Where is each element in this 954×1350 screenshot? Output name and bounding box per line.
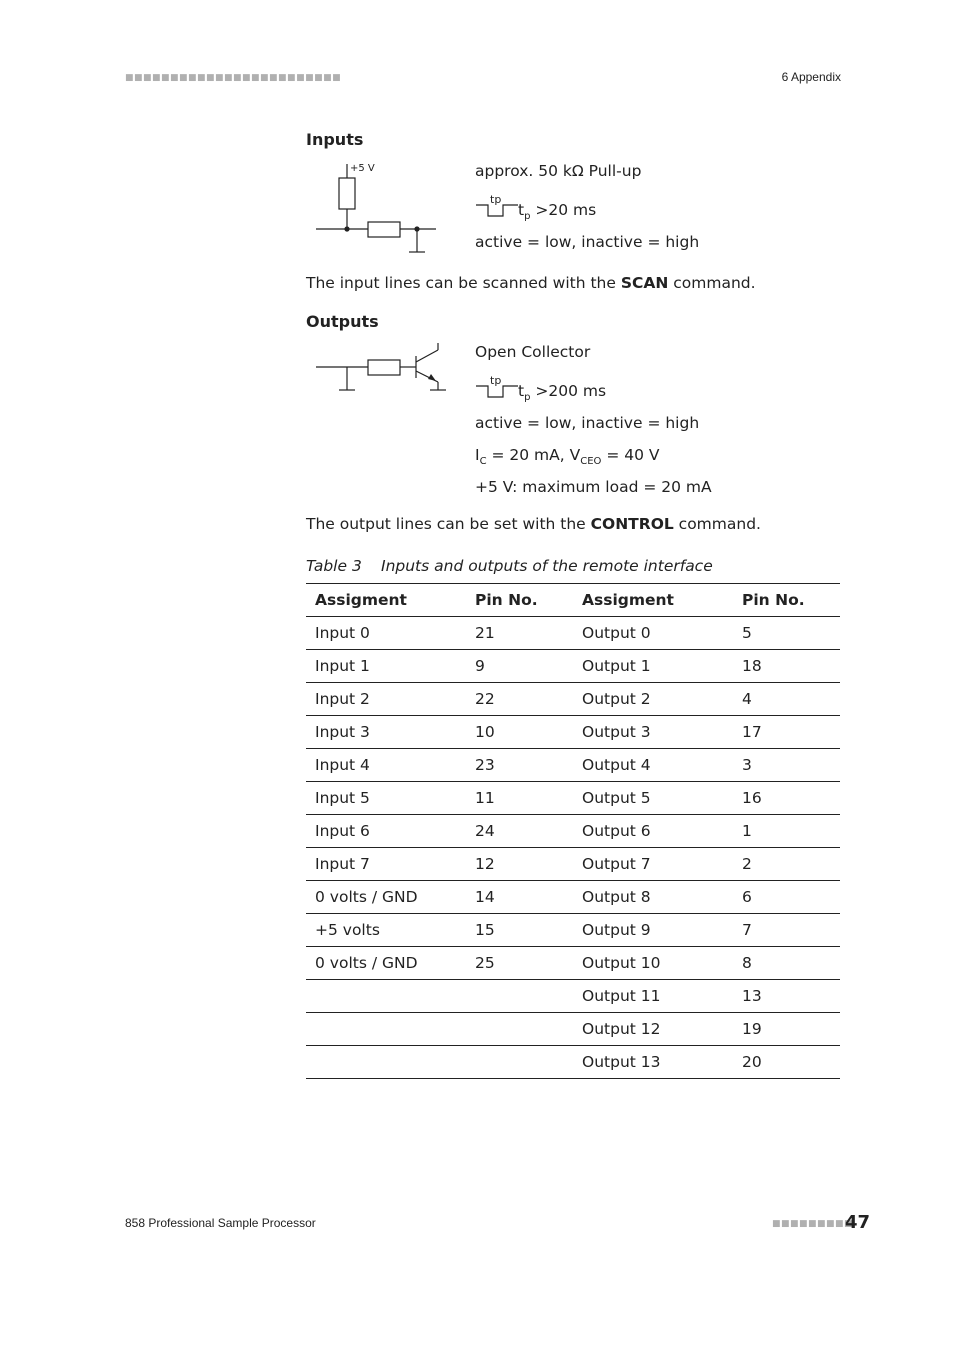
table-cell: Input 1 (306, 650, 466, 683)
table-cell: Output 11 (573, 980, 733, 1013)
table-cell: 3 (733, 749, 840, 782)
footer-decoration: ■■■■■■■■■ (772, 1219, 854, 1229)
table-cell: 12 (466, 848, 573, 881)
table-cell (466, 1046, 573, 1079)
table-cell: 21 (466, 617, 573, 650)
section-title: 6 Appendix (781, 70, 841, 84)
table-cell: 17 (733, 716, 840, 749)
table-cell: +5 volts (306, 914, 466, 947)
table-cell: 20 (733, 1046, 840, 1079)
column-header: Assigment (573, 584, 733, 617)
pulse-icon (475, 193, 520, 221)
table-row (306, 617, 840, 650)
table-row (306, 782, 840, 815)
table-caption: Table 3 Inputs and outputs of the remote interface (306, 557, 713, 575)
footer-product: 858 Professional Sample Processor (125, 1216, 316, 1230)
input-circuit-diagram (310, 158, 450, 258)
pulse-tp-label: tp (490, 374, 502, 387)
table-cell: 22 (466, 683, 573, 716)
table-row (306, 1046, 840, 1079)
output-spec-active: active = low, inactive = high (475, 414, 700, 432)
column-header: Assigment (306, 584, 466, 617)
table-cell: 5 (733, 617, 840, 650)
output-spec-current: $I_C = 20$ mA, $V_{CEO} = 40$ V (475, 446, 660, 468)
table-cell: 24 (466, 815, 573, 848)
table-cell: Output 3 (573, 716, 733, 749)
table-cell: 15 (466, 914, 573, 947)
table-cell: Input 3 (306, 716, 466, 749)
table-row (306, 749, 840, 782)
table-cell: 19 (733, 1013, 840, 1046)
table-cell: 23 (466, 749, 573, 782)
table-header-row (306, 584, 840, 617)
table-cell: Output 2 (573, 683, 733, 716)
header-decoration: ■■■■■■■■■■■■■■■■■■■■■■■■ (125, 73, 342, 83)
output-spec-load: +5 V: maximum load = 20 mA (475, 478, 712, 496)
table-cell: 9 (466, 650, 573, 683)
table-cell: 13 (733, 980, 840, 1013)
table-row (306, 980, 840, 1013)
table-cell: 6 (733, 881, 840, 914)
table-cell: 25 (466, 947, 573, 980)
column-header: Pin No. (733, 584, 840, 617)
table-cell: 14 (466, 881, 573, 914)
input-spec-active: active = low, inactive = high (475, 233, 700, 251)
table-cell: Input 2 (306, 683, 466, 716)
output-note: The output lines can be set with the CONTROL command. (306, 515, 761, 533)
table-cell: Output 12 (573, 1013, 733, 1046)
table-cell (306, 980, 466, 1013)
table-cell: Output 13 (573, 1046, 733, 1079)
table-cell: 0 volts / GND (306, 947, 466, 980)
pulse-icon (475, 374, 520, 402)
pulse-tp-label: tp (490, 193, 502, 206)
table-row (306, 815, 840, 848)
table-cell: 8 (733, 947, 840, 980)
table-cell: 0 volts / GND (306, 881, 466, 914)
table-cell: 11 (466, 782, 573, 815)
output-spec-collector: Open Collector (475, 343, 591, 361)
column-header: Pin No. (466, 584, 573, 617)
table-cell (466, 980, 573, 1013)
table-cell: 10 (466, 716, 573, 749)
table-row (306, 881, 840, 914)
table-cell: 1 (733, 815, 840, 848)
table-cell (306, 1013, 466, 1046)
table-cell: Input 0 (306, 617, 466, 650)
table-row (306, 683, 840, 716)
table-cell: Output 8 (573, 881, 733, 914)
table-cell: Output 4 (573, 749, 733, 782)
input-spec-pullup: approx. 50 kΩ Pull-up (475, 162, 642, 180)
table-cell: Output 5 (573, 782, 733, 815)
table-cell: Input 5 (306, 782, 466, 815)
table-cell: 4 (733, 683, 840, 716)
table-cell: Output 9 (573, 914, 733, 947)
table-row (306, 1013, 840, 1046)
output-circuit-diagram (310, 340, 450, 395)
table-cell (306, 1046, 466, 1079)
input-note: The input lines can be scanned with the SCAN command. (306, 274, 756, 292)
page-number: 47 (845, 1212, 871, 1233)
table-cell (466, 1013, 573, 1046)
table-cell: 16 (733, 782, 840, 815)
table-cell: 18 (733, 650, 840, 683)
table-row (306, 947, 840, 980)
table-cell: Input 4 (306, 749, 466, 782)
table-cell: Input 7 (306, 848, 466, 881)
voltage-label: +5 V (350, 163, 375, 174)
table-cell: Output 1 (573, 650, 733, 683)
inputs-heading: Inputs (306, 130, 364, 149)
input-spec-pulse: $t_p >20$ ms (518, 201, 597, 223)
outputs-heading: Outputs (306, 312, 379, 331)
table-cell: Output 10 (573, 947, 733, 980)
table-row (306, 716, 840, 749)
table-row (306, 914, 840, 947)
output-spec-pulse: $t_p >200$ ms (518, 382, 607, 404)
table-row (306, 650, 840, 683)
table-row (306, 848, 840, 881)
table-cell: Output 0 (573, 617, 733, 650)
table-cell: Output 7 (573, 848, 733, 881)
table-cell: Input 6 (306, 815, 466, 848)
io-pin-table (306, 583, 840, 1079)
table-cell: 7 (733, 914, 840, 947)
table-cell: 2 (733, 848, 840, 881)
table-cell: Output 6 (573, 815, 733, 848)
